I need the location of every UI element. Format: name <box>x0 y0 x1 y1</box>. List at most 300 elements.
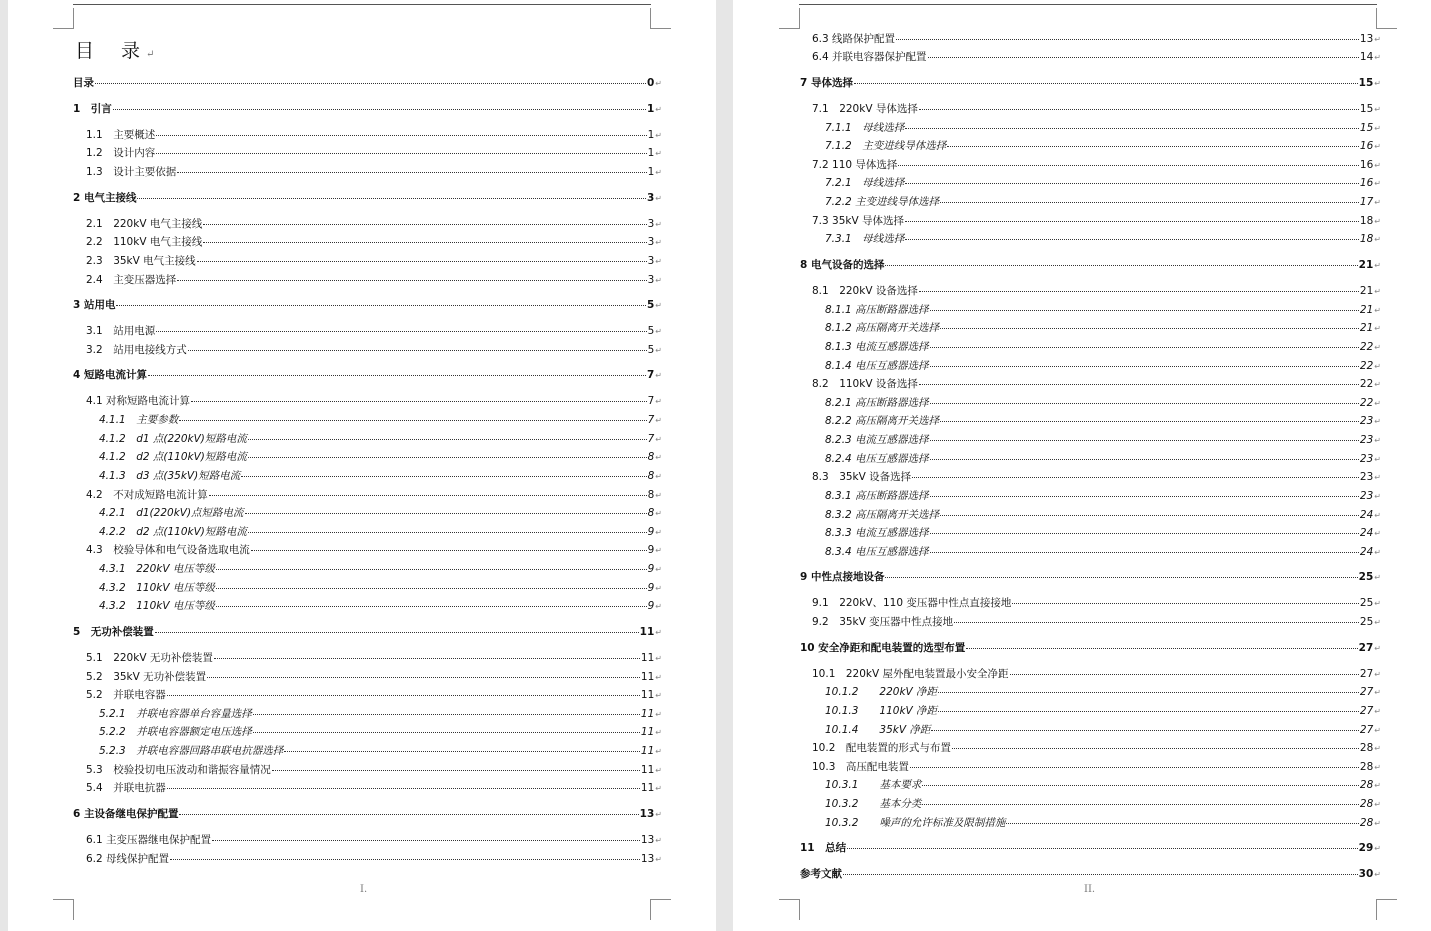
toc-entry[interactable] <box>825 704 1381 719</box>
dot-leader <box>905 183 1359 184</box>
dot-leader <box>272 770 640 771</box>
toc-entry[interactable] <box>825 303 1381 318</box>
toc-entry[interactable] <box>86 543 662 558</box>
toc-entry-label: 4.2.2 d2 点(110kV)短路电流 <box>99 526 247 538</box>
toc-entry[interactable] <box>825 396 1381 411</box>
dot-leader <box>930 347 1359 348</box>
toc-entry-label: 10.2 配电装置的形式与布置 <box>812 742 951 754</box>
dot-leader <box>245 513 647 514</box>
paragraph-mark-icon: ↵ <box>1374 124 1381 133</box>
toc-entry-label: 8.2 110kV 设备选择 <box>812 378 918 390</box>
toc-entry[interactable] <box>825 195 1381 210</box>
toc-entry[interactable] <box>99 525 662 540</box>
dot-leader <box>930 459 1359 460</box>
toc-entry-page-number: 22 <box>1359 378 1374 390</box>
toc-entry[interactable] <box>800 841 1381 856</box>
dot-leader <box>191 401 647 402</box>
toc-entry[interactable] <box>812 102 1381 117</box>
toc-entry[interactable] <box>800 570 1381 585</box>
toc-entry-label: 4.3 校验导体和电气设备选取电流 <box>86 544 250 556</box>
toc-entry-page-number: 11 <box>639 626 655 638</box>
toc-entry-page-number: 28 <box>1359 798 1374 810</box>
toc-entry[interactable] <box>86 324 662 339</box>
toc-entry-page-number: 29 <box>1358 842 1374 854</box>
paragraph-mark-icon: ↵ <box>655 491 662 500</box>
toc-entry-page-number: 30 <box>1358 868 1374 880</box>
toc-entry-page-number: 27 <box>1358 642 1374 654</box>
dot-leader <box>847 848 1358 849</box>
toc-entry-page-number: 23 <box>1359 490 1374 502</box>
toc-entry-page-number: 21 <box>1358 259 1374 271</box>
toc-entry-label: 4.3.2 110kV 电压等级 <box>99 582 215 594</box>
paragraph-mark-icon: ↵ <box>1374 306 1381 315</box>
toc-entry-label: 8.1.3 电流互感器选择 <box>825 341 929 353</box>
toc-entry[interactable] <box>825 121 1381 136</box>
toc-entry[interactable] <box>99 744 662 759</box>
toc-entry[interactable] <box>99 707 662 722</box>
dot-leader <box>116 305 646 306</box>
toc-entry[interactable] <box>86 273 662 288</box>
toc-entry-label: 7.1.2 主变进线导体选择 <box>825 140 947 152</box>
toc-entry[interactable] <box>86 343 662 358</box>
toc-entry-page-number: 9 <box>647 544 655 556</box>
toc-entry[interactable] <box>86 781 662 796</box>
dot-leader <box>922 804 1359 805</box>
crop-mark <box>53 899 74 920</box>
dot-leader <box>930 496 1359 497</box>
toc-entry[interactable] <box>825 526 1381 541</box>
toc-entry[interactable] <box>825 452 1381 467</box>
toc-entry-label: 5.2 并联电容器 <box>86 689 166 701</box>
toc-entry[interactable] <box>825 359 1381 374</box>
paragraph-mark-icon: ↵ <box>1374 548 1381 557</box>
paragraph-mark-icon: ↵ <box>1374 324 1381 333</box>
page-footer-number: II. <box>1084 884 1096 895</box>
toc-entry-page-number: 17 <box>1359 196 1374 208</box>
toc-entry-label: 5 无功补偿装置 <box>73 626 154 638</box>
paragraph-mark-icon: ↵ <box>655 654 662 663</box>
toc-entry[interactable] <box>825 139 1381 154</box>
toc-entry-label: 10.3 高压配电装置 <box>812 761 909 773</box>
toc-entry-page-number: 16 <box>1359 140 1374 152</box>
paragraph-mark-icon: ↵ <box>1374 455 1381 464</box>
paragraph-mark-icon: ↵ <box>655 855 662 864</box>
paragraph-mark-icon: ↵ <box>1374 417 1381 426</box>
toc-entry-page-number: 23 <box>1359 415 1374 427</box>
dot-leader <box>155 632 639 633</box>
paragraph-mark-icon: ↵ <box>1374 53 1381 62</box>
dot-leader <box>148 375 646 376</box>
toc-entry-label: 11 总结 <box>800 842 847 854</box>
dot-leader <box>931 730 1359 731</box>
paragraph-mark-icon: ↵ <box>655 346 662 355</box>
dot-leader <box>203 224 646 225</box>
toc-entry[interactable] <box>99 562 662 577</box>
paragraph-mark-icon: ↵ <box>1374 573 1381 582</box>
toc-entry[interactable] <box>825 489 1381 504</box>
toc-entry[interactable] <box>812 470 1381 485</box>
toc-entry[interactable] <box>812 377 1381 392</box>
dot-leader <box>156 331 646 332</box>
paragraph-mark-icon: ↵ <box>655 509 662 518</box>
dot-leader <box>885 577 1357 578</box>
dot-leader <box>197 261 647 262</box>
toc-entry-label: 10.1.3 110kV 净距 <box>825 705 938 717</box>
paragraph-mark-icon: ↵ <box>655 397 662 406</box>
paragraph-mark-icon: ↵ <box>1374 726 1381 735</box>
toc-entry[interactable] <box>86 852 662 867</box>
toc-entry-label: 5.2.3 并联电容器回路串联电抗器选择 <box>99 745 284 757</box>
toc-entry[interactable] <box>86 146 662 161</box>
toc-entry[interactable] <box>812 760 1381 775</box>
toc-entry[interactable] <box>99 413 662 428</box>
toc-entry[interactable] <box>86 763 662 778</box>
paragraph-mark-icon: ↵ <box>1374 644 1381 653</box>
dot-leader <box>919 384 1359 385</box>
toc-entry-page-number: 5 <box>647 325 655 337</box>
toc-entry-label: 5.2.1 并联电容器单台容量选择 <box>99 708 252 720</box>
toc-entry-page-number: 13 <box>1359 33 1374 45</box>
toc-entry-page-number: 18 <box>1359 215 1374 227</box>
toc-entry-page-number: 3 <box>647 218 655 230</box>
toc-entry[interactable] <box>99 469 662 484</box>
paragraph-mark-icon: ↵ <box>655 276 662 285</box>
toc-entry[interactable] <box>73 368 662 383</box>
toc-entry-label: 7.1 220kV 导体选择 <box>812 103 918 115</box>
paragraph-mark-icon: ↵ <box>1374 819 1381 828</box>
toc-entry[interactable] <box>825 723 1381 738</box>
paragraph-mark-icon: ↵ <box>1374 492 1381 501</box>
toc-entry[interactable] <box>99 450 662 465</box>
toc-entry-page-number: 25 <box>1359 616 1374 628</box>
dot-leader <box>1012 603 1359 604</box>
toc-entry-label: 目录 <box>73 77 94 89</box>
dot-leader <box>188 350 647 351</box>
toc-entry[interactable] <box>812 615 1381 630</box>
paragraph-mark-icon: ↵ <box>655 194 662 203</box>
paragraph-mark-icon: ↵ <box>655 810 662 819</box>
dot-leader <box>95 83 646 84</box>
toc-entry[interactable] <box>86 217 662 232</box>
toc-entry-page-number: 22 <box>1359 360 1374 372</box>
toc-entry-label: 8.2.1 高压断路器选择 <box>825 397 929 409</box>
dot-leader <box>905 221 1359 222</box>
toc-entry[interactable] <box>800 867 1381 882</box>
paragraph-mark-icon: ↵ <box>655 728 662 737</box>
paragraph-mark-icon: ↵ <box>1374 179 1381 188</box>
toc-entry-label: 8.1.2 高压隔离开关选择 <box>825 322 940 334</box>
toc-entry[interactable] <box>86 165 662 180</box>
paragraph-mark-icon: ↵ <box>1374 79 1381 88</box>
crop-mark <box>779 8 800 29</box>
paragraph-mark-icon: ↵ <box>1374 362 1381 371</box>
toc-entry-label: 4.3.2 110kV 电压等级 <box>99 600 215 612</box>
paragraph-mark-icon: ↵ <box>655 435 662 444</box>
toc-entry-label: 8.3.1 高压断路器选择 <box>825 490 929 502</box>
toc-entry-page-number: 8 <box>647 451 655 463</box>
toc-entry[interactable] <box>825 508 1381 523</box>
toc-entry[interactable] <box>86 651 662 666</box>
toc-entry-label: 2.4 主变压器选择 <box>86 274 177 286</box>
toc-entry-label: 4.1.2 d2 点(110kV)短路电流 <box>99 451 247 463</box>
toc-entry[interactable] <box>73 298 662 313</box>
toc-entry-label: 4.1.2 d1 点(220kV)短路电流 <box>99 433 247 445</box>
header-rule <box>799 4 1377 5</box>
paragraph-mark-icon: ↵ <box>655 149 662 158</box>
dot-leader <box>940 202 1359 203</box>
toc-entry[interactable] <box>812 50 1381 65</box>
toc-entry-label: 10 安全净距和配电装置的选型布置 <box>800 642 966 654</box>
paragraph-mark-icon: ↵ <box>655 691 662 700</box>
toc-entry[interactable] <box>812 667 1381 682</box>
toc-entry-page-number: 15 <box>1359 122 1374 134</box>
toc-entry[interactable] <box>86 833 662 848</box>
crop-mark <box>650 899 671 920</box>
toc-entry-page-number: 21 <box>1359 304 1374 316</box>
toc-entry-page-number: 28 <box>1359 779 1374 791</box>
toc-entry-label: 6.1 主变压器继电保护配置 <box>86 834 212 846</box>
dot-leader <box>905 239 1359 240</box>
paragraph-mark-icon: ↵ <box>655 371 662 380</box>
toc-entry-page-number: 3 <box>647 274 655 286</box>
toc-entry[interactable] <box>825 176 1381 191</box>
toc-entry-page-number: 28 <box>1359 742 1374 754</box>
paragraph-mark-icon: ↵ <box>1374 473 1381 482</box>
toc-entry[interactable] <box>73 191 662 206</box>
toc-entry-page-number: 27 <box>1359 686 1374 698</box>
toc-entry-label: 9.2 35kV 变压器中性点接地 <box>812 616 954 628</box>
paragraph-mark-icon: ↵ <box>1374 161 1381 170</box>
toc-entry-label: 2.1 220kV 电气主接线 <box>86 218 203 230</box>
toc-entry-page-number: 9 <box>647 563 655 575</box>
paragraph-mark-icon: ↵ <box>1374 35 1381 44</box>
toc-entry-label: 5.2.2 并联电容器额定电压选择 <box>99 726 252 738</box>
dot-leader <box>966 648 1357 649</box>
paragraph-mark-icon: ↵ <box>1374 707 1381 716</box>
toc-entry[interactable] <box>99 581 662 596</box>
dot-leader <box>930 533 1359 534</box>
toc-entry[interactable] <box>86 488 662 503</box>
toc-entry[interactable] <box>86 688 662 703</box>
paragraph-mark-icon: ↵ <box>1374 399 1381 408</box>
toc-entry-label: 5.2 35kV 无功补偿装置 <box>86 671 207 683</box>
toc-entry[interactable] <box>99 432 662 447</box>
paragraph-mark-icon: ↵ <box>1374 870 1381 879</box>
toc-entry[interactable] <box>812 284 1381 299</box>
toc-entry-label: 10.1.4 35kV 净距 <box>825 724 931 736</box>
toc-entry-page-number: 11 <box>640 745 655 757</box>
dot-leader <box>919 109 1359 110</box>
dot-leader <box>930 366 1359 367</box>
toc-entry[interactable] <box>812 741 1381 756</box>
dot-leader <box>952 748 1359 749</box>
toc-entry-label: 8.1.1 高压断路器选择 <box>825 304 929 316</box>
toc-entry-page-number: 24 <box>1359 546 1374 558</box>
paragraph-mark-icon: ↵ <box>655 301 662 310</box>
toc-entry[interactable] <box>73 76 662 91</box>
toc-entry-page-number: 11 <box>640 689 655 701</box>
toc-entry-page-number: 11 <box>640 764 655 776</box>
toc-entry-label: 4.1.1 主要参数 <box>99 414 179 426</box>
toc-entry[interactable] <box>86 128 662 143</box>
paragraph-mark-icon: ↵ <box>655 131 662 140</box>
toc-entry-page-number: 1 <box>647 129 655 141</box>
toc-entry[interactable] <box>825 685 1381 700</box>
toc-entry-label: 8.2.4 电压互感器选择 <box>825 453 929 465</box>
toc-entry[interactable] <box>825 340 1381 355</box>
paragraph-mark-icon: ↵ <box>1374 261 1381 270</box>
toc-entry-page-number: 5 <box>646 299 655 311</box>
paragraph-mark-icon: ↵ <box>1374 744 1381 753</box>
toc-entry[interactable] <box>99 599 662 614</box>
toc-entry-page-number: 27 <box>1359 705 1374 717</box>
dot-leader <box>251 550 647 551</box>
toc-entry-label: 10.3.2 基本分类 <box>825 798 922 810</box>
toc-entry-page-number: 21 <box>1359 322 1374 334</box>
paragraph-mark-icon: ↵ <box>1374 763 1381 772</box>
toc-entry-page-number: 1 <box>647 166 655 178</box>
toc-entry-page-number: 7 <box>646 369 655 381</box>
toc-entry-label: 6.3 线路保护配置 <box>812 33 896 45</box>
toc-entry[interactable] <box>825 232 1381 247</box>
toc-entry[interactable] <box>86 670 662 685</box>
toc-entry-label: 9 中性点接地设备 <box>800 571 885 583</box>
paragraph-mark-icon: ↵ <box>1374 618 1381 627</box>
toc-entry-page-number: 7 <box>647 395 655 407</box>
toc-entry-page-number: 1 <box>647 147 655 159</box>
toc-entry-label: 7 导体选择 <box>800 77 853 89</box>
dot-leader <box>209 495 647 496</box>
dot-leader <box>843 874 1358 875</box>
toc-entry[interactable] <box>825 545 1381 560</box>
dot-leader <box>885 265 1357 266</box>
toc-entry-label: 2.3 35kV 电气主接线 <box>86 255 196 267</box>
dot-leader <box>216 606 647 607</box>
toc-entry[interactable] <box>73 625 662 640</box>
dot-leader <box>930 310 1359 311</box>
toc-entry-label: 3 站用电 <box>73 299 116 311</box>
toc-entry-label: 1.2 设计内容 <box>86 147 156 159</box>
dot-leader <box>919 291 1359 292</box>
crop-mark <box>1376 899 1397 920</box>
paragraph-mark-icon: ↵ <box>1374 800 1381 809</box>
toc-entry-label: 1 引言 <box>73 103 112 115</box>
toc-entry[interactable] <box>825 778 1381 793</box>
paragraph-mark-icon: ↵ <box>1374 844 1381 853</box>
dot-leader <box>898 165 1359 166</box>
toc-entry[interactable] <box>86 235 662 250</box>
toc-entry-page-number: 11 <box>640 671 655 683</box>
paragraph-mark-icon: ↵ <box>1374 781 1381 790</box>
header-rule <box>73 4 651 5</box>
toc-entry-page-number: 23 <box>1359 453 1374 465</box>
toc-entry-label: 4.1.3 d3 点(35kV)短路电流 <box>99 470 241 482</box>
toc-entry-label: 8.1.4 电压互感器选择 <box>825 360 929 372</box>
dot-leader <box>167 788 640 789</box>
toc-entry[interactable] <box>825 816 1381 831</box>
toc-entry-label: 8.2.3 电流互感器选择 <box>825 434 929 446</box>
dot-leader <box>954 622 1359 623</box>
toc-entry[interactable] <box>825 433 1381 448</box>
toc-entry[interactable] <box>812 596 1381 611</box>
toc-entry[interactable] <box>800 258 1381 273</box>
paragraph-mark-icon: ↵ <box>655 602 662 611</box>
paragraph-mark-icon: ↵ <box>1374 511 1381 520</box>
toc-entry-label: 3.2 站用电接线方式 <box>86 344 187 356</box>
toc-entry[interactable] <box>825 797 1381 812</box>
dot-leader <box>854 83 1358 84</box>
toc-entry-page-number: 14 <box>1359 51 1374 63</box>
toc-entry-label: 8.3.3 电流互感器选择 <box>825 527 929 539</box>
dot-leader <box>938 711 1359 712</box>
paragraph-mark-icon: ↵ <box>1374 287 1381 296</box>
toc-entry-page-number: 24 <box>1359 527 1374 539</box>
toc-entry[interactable] <box>812 158 1381 173</box>
paragraph-mark-icon: ↵ <box>655 453 662 462</box>
paragraph-mark-icon: ↵ <box>655 79 662 88</box>
dot-leader <box>896 39 1359 40</box>
toc-entry-label: 5.3 校验投切电压波动和谐振容量情况 <box>86 764 271 776</box>
toc-entry[interactable] <box>800 76 1381 91</box>
toc-entry-page-number: 25 <box>1358 571 1374 583</box>
toc-entry-page-number: 8 <box>647 507 655 519</box>
dot-leader <box>216 588 647 589</box>
toc-entry-page-number: 23 <box>1359 434 1374 446</box>
toc-entry[interactable] <box>825 414 1381 429</box>
toc-entry-page-number: 21 <box>1359 285 1374 297</box>
toc-entry-label: 4 短路电流计算 <box>73 369 147 381</box>
toc-entry[interactable] <box>86 394 662 409</box>
toc-entry[interactable] <box>99 725 662 740</box>
toc-entry[interactable] <box>99 506 662 521</box>
toc-entry-page-number: 28 <box>1359 761 1374 773</box>
toc-entry[interactable] <box>825 321 1381 336</box>
dot-leader <box>156 135 646 136</box>
toc-entry-label: 8.2.2 高压隔离开关选择 <box>825 415 940 427</box>
paragraph-mark-icon: ↵ <box>655 836 662 845</box>
dot-leader <box>930 403 1359 404</box>
toc-entry[interactable] <box>73 807 662 822</box>
toc-entry-label: 6 主设备继电保护配置 <box>73 808 179 820</box>
toc-entry-label: 9.1 220kV、110 变压器中性点直接接地 <box>812 597 1012 609</box>
dot-leader <box>177 172 646 173</box>
toc-entry[interactable] <box>812 214 1381 229</box>
crop-mark <box>1376 8 1397 29</box>
toc-entry[interactable] <box>812 32 1381 47</box>
toc-entry-label: 8.3.4 电压互感器选择 <box>825 546 929 558</box>
paragraph-mark-icon: ↵ <box>655 416 662 425</box>
toc-entry-page-number: 1 <box>646 103 655 115</box>
toc-entry[interactable] <box>73 102 662 117</box>
dot-leader <box>113 109 646 110</box>
dot-leader <box>930 552 1359 553</box>
toc-entry[interactable] <box>800 641 1381 656</box>
toc-entry-page-number: 5 <box>647 344 655 356</box>
dot-leader <box>930 440 1359 441</box>
toc-entry-label: 2.2 110kV 电气主接线 <box>86 236 203 248</box>
toc-entry-label: 2 电气主接线 <box>73 192 137 204</box>
dot-leader <box>253 714 640 715</box>
dot-leader <box>1010 674 1359 675</box>
toc-entry-label: 4.3.1 220kV 电压等级 <box>99 563 215 575</box>
paragraph-mark-icon: ↵ <box>655 472 662 481</box>
dot-leader <box>940 328 1359 329</box>
dot-leader <box>940 421 1359 422</box>
toc-entry-page-number: 7 <box>647 414 655 426</box>
toc-entry-page-number: 22 <box>1359 341 1374 353</box>
dot-leader <box>938 692 1359 693</box>
toc-entry[interactable] <box>86 254 662 269</box>
